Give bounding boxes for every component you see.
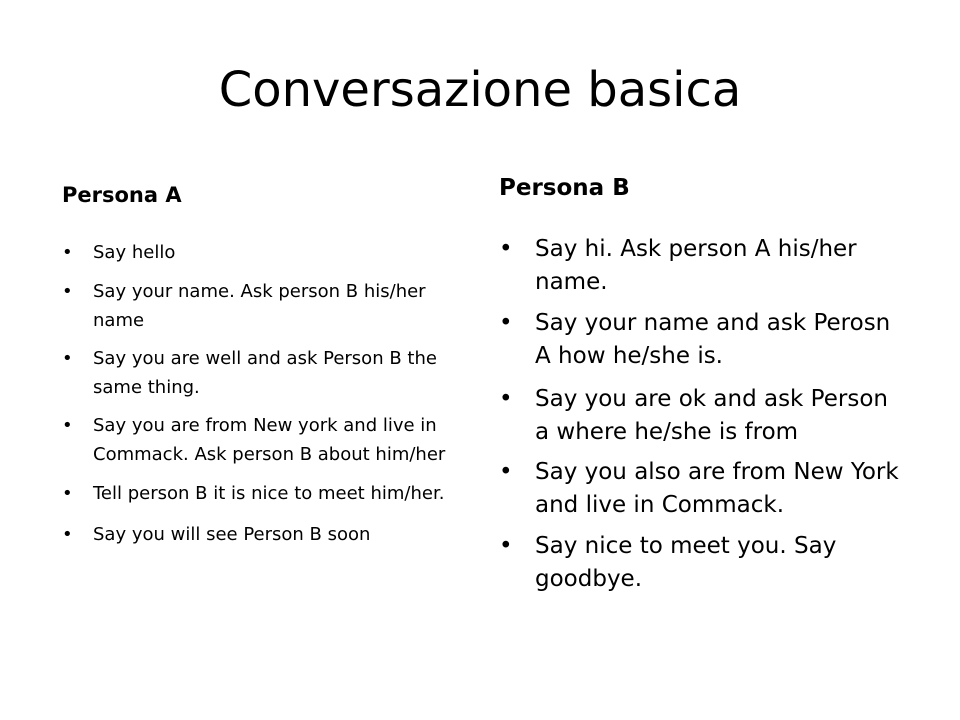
bullet-icon: • — [499, 459, 513, 485]
list-item — [62, 520, 462, 549]
list-item-text: Say your name. Ask person B his/her name — [93, 281, 426, 331]
slide-title: Conversazione basica — [218, 62, 742, 118]
bullet-icon: • — [62, 483, 73, 504]
bullet-icon: • — [62, 242, 73, 263]
list-item — [62, 344, 462, 402]
list-item — [499, 233, 909, 299]
bullet-icon: • — [62, 524, 73, 545]
list-item-text: Say nice to meet you. Say goodbye. — [535, 533, 837, 592]
persona-a-heading: Persona A — [62, 183, 182, 207]
list-item-text: Say you are well and ask Person B the same thing. — [93, 348, 437, 398]
list-item-text: Say hello — [93, 242, 176, 263]
list-item-text: Say hi. Ask person A his/her name. — [535, 236, 857, 295]
bullet-icon: • — [499, 310, 513, 336]
list-item — [499, 383, 909, 449]
list-item-text: Say you are from New york and live in Commack. Ask person B about him/her — [93, 415, 446, 465]
persona-a-list — [62, 238, 462, 559]
list-item — [499, 456, 909, 522]
list-item — [62, 238, 462, 267]
bullet-icon: • — [62, 281, 73, 302]
bullet-icon: • — [499, 533, 513, 559]
list-item-text: Tell person B it is nice to meet him/her. — [93, 483, 445, 504]
list-item-text: Say your name and ask Perosn A how he/she is. — [535, 310, 891, 369]
list-item-text: Say you will see Person B soon — [93, 524, 371, 545]
list-item — [499, 307, 909, 373]
list-item — [62, 479, 462, 508]
bullet-icon: • — [62, 348, 73, 369]
persona-b-heading: Persona B — [499, 175, 630, 201]
bullet-icon: • — [62, 415, 73, 436]
list-item-text: Say you also are from New York and live in Commack. — [535, 459, 899, 518]
bullet-icon: • — [499, 236, 513, 262]
bullet-icon: • — [499, 386, 513, 412]
list-item-text: Say you are ok and ask Person a where he/she is from — [535, 386, 888, 445]
persona-b-list — [499, 233, 909, 605]
list-item — [62, 277, 462, 335]
list-item — [62, 411, 462, 469]
list-item — [499, 530, 909, 596]
